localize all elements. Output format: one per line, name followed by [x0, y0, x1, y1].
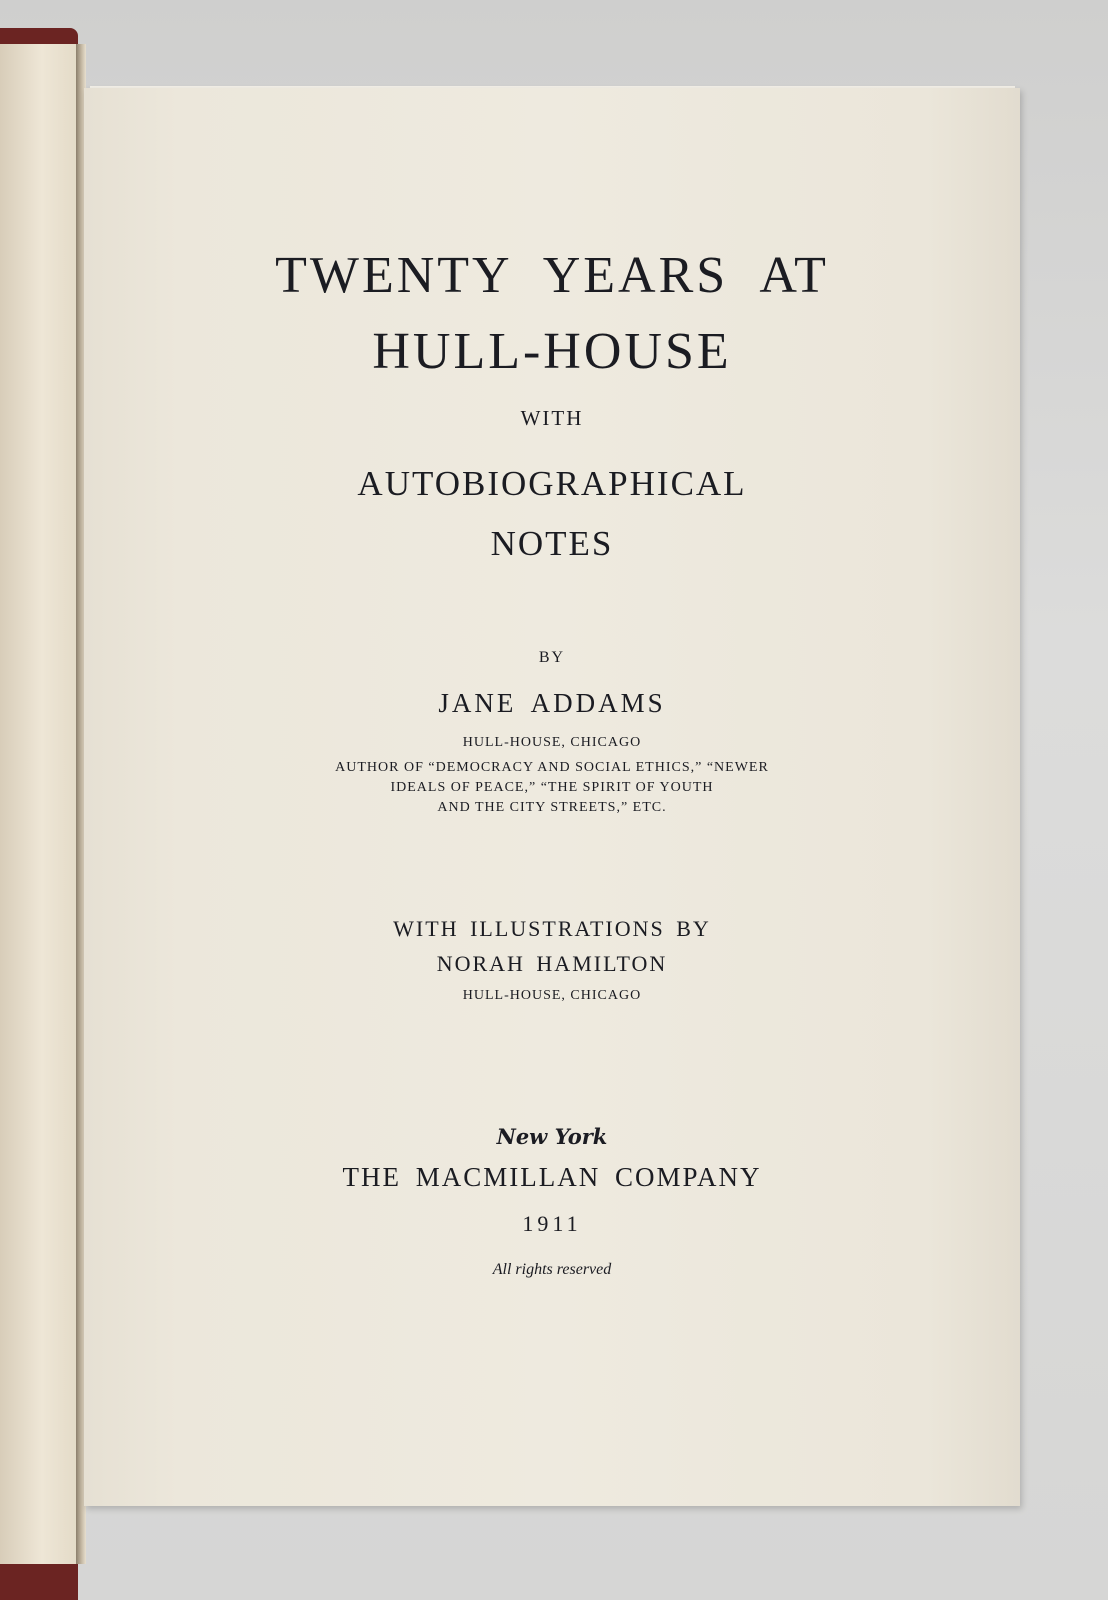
publication-place: New York — [496, 1124, 608, 1149]
title-page — [84, 88, 1020, 1506]
author-affiliation: HULL-HOUSE, CHICAGO — [462, 735, 642, 750]
title-line-2: HULL-HOUSE — [372, 323, 732, 380]
author-works-line-2: IDEALS OF PEACE,” “THE SPIRIT OF YOUTH — [390, 780, 714, 795]
publication-year: 1911 — [522, 1211, 582, 1236]
rights-notice: All rights reserved — [492, 1261, 612, 1278]
subtitle-line-1: AUTOBIOGRAPHICAL — [357, 464, 747, 503]
illustrations-line: WITH ILLUSTRATIONS BY — [393, 916, 711, 941]
author-works — [84, 758, 1020, 818]
illustrator-affiliation: HULL-HOUSE, CHICAGO — [462, 988, 642, 1003]
publisher-name: THE MACMILLAN COMPANY — [342, 1162, 762, 1192]
subtitle-line-2: NOTES — [490, 524, 614, 563]
title-line-1: TWENTY YEARS AT — [275, 247, 829, 304]
illustrations-credit — [84, 911, 1020, 981]
illustrator-name: NORAH HAMILTON — [436, 951, 668, 976]
book-title — [84, 238, 1020, 390]
facing-page — [0, 44, 77, 1564]
by-label: BY — [538, 649, 566, 666]
author-name: JANE ADDAMS — [438, 688, 666, 718]
book-subtitle — [84, 454, 1020, 574]
author-works-line-3: AND THE CITY STREETS,” ETC. — [437, 800, 667, 815]
author-works-line-1: AUTHOR OF “DEMOCRACY AND SOCIAL ETHICS,” “NEWER — [335, 760, 769, 775]
with-label: WITH — [520, 406, 584, 430]
